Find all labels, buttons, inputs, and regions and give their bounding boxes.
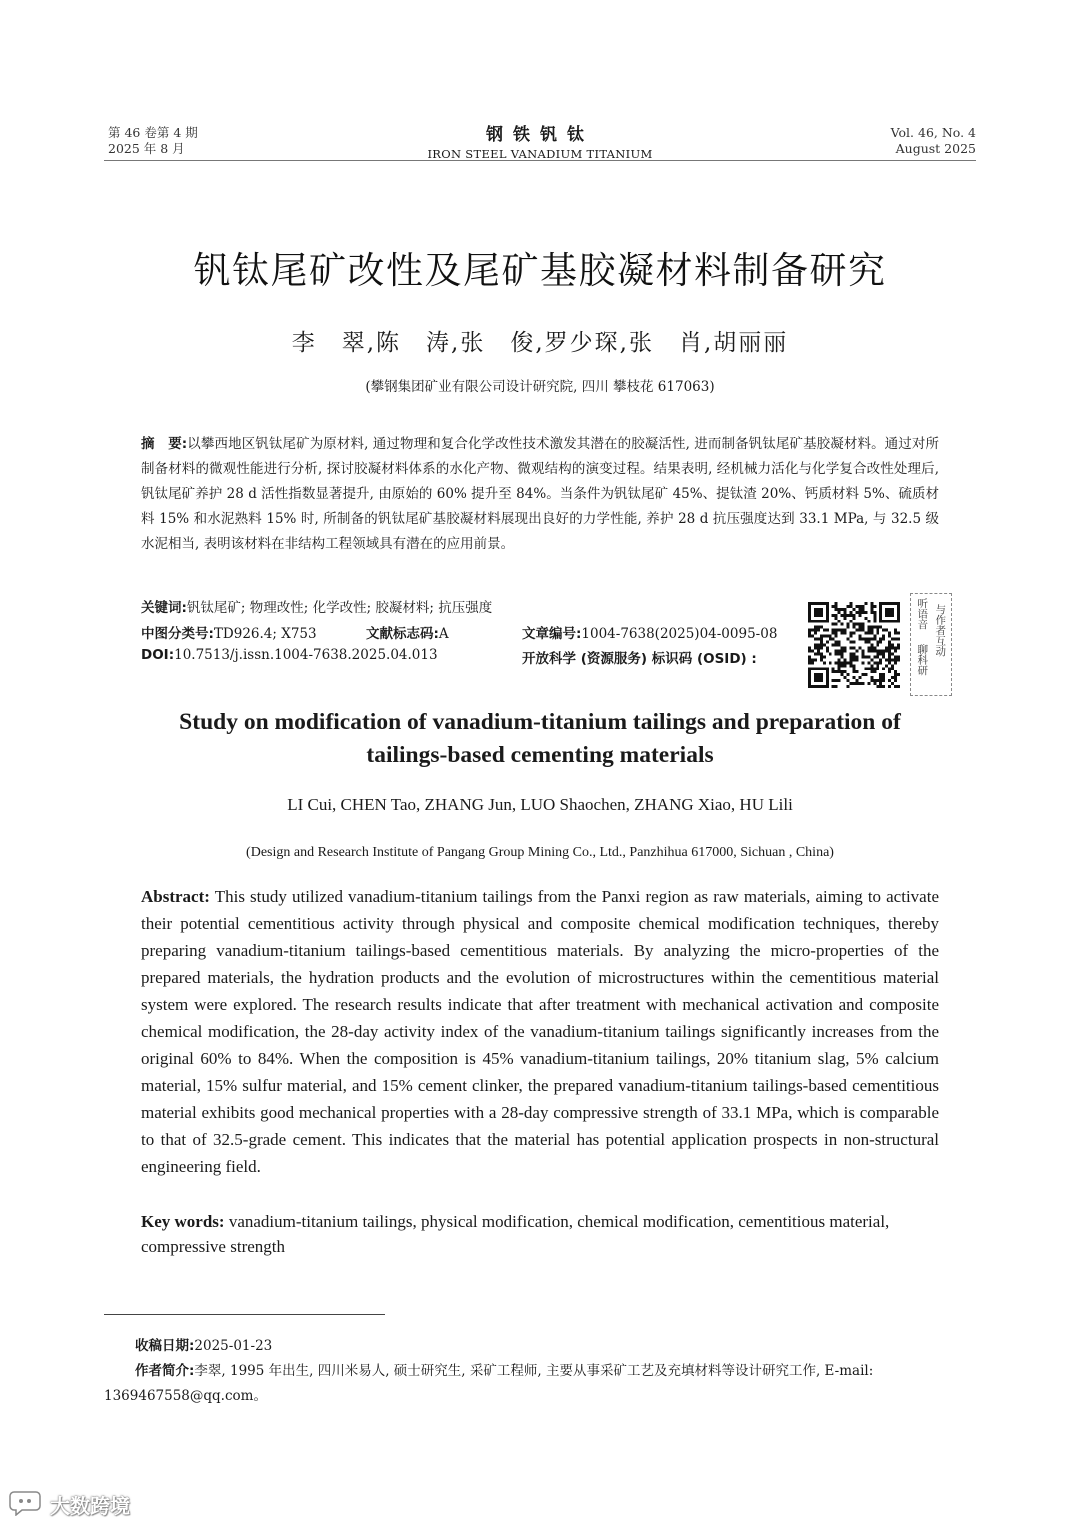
abstract-en-text: This study utilized vanadium-titanium tailings from the Panxi region as raw materials, aiming to activate their potential cementitious activity through physical and composite chemical modification techniques, thereby preparing vanadium-titanium tailings-based cementitious materials. By analyzing the micro-properties of the prepared materials, the hydration products and the evolution of microstructures within the cementitious material system were explored. The research results indicate that after treatment with mechanical activation and composite chemical modification, the 28-day activity index of the vanadium-titanium tailings significantly increases from the original 60% to 84%. When the composition is 45% vanadium-titanium tailings, 20% titanium slag, 5% calcium material, 15% sulfur material, and 15% cement clinker, the prepared vanadium-titanium tailings-based cementitious material exhibits good mechanical properties with a 28-day compressive strength of 33.1 MPa, which is comparable to that of 32.5-grade cement. This indicates that the material has potential application prospects in non-structural engineering field. xyxy=(141,887,939,1176)
journal-name-cn: 钢铁钒钛 xyxy=(486,125,594,145)
keywords-cn xyxy=(141,596,492,616)
header-date-en: August 2025 xyxy=(895,141,976,156)
header-volume-cn: 第 46 卷第 4 期 xyxy=(108,125,198,140)
paper-title-cn: 钒钛尾矿改性及尾矿基胶凝材料制备研究 xyxy=(193,249,887,292)
osid-col-interact xyxy=(933,604,947,657)
doi-label: DOI: xyxy=(141,647,175,663)
author-list-en: LI Cui, CHEN Tao, ZHANG Jun, LUO Shaochen, ZHANG Xiao, HU Lili xyxy=(287,795,793,814)
doi-link[interactable]: 10.7513/j.issn.1004-7638.2025.04.013 xyxy=(174,647,438,663)
header-volume-en: Vol. 46, No. 4 xyxy=(890,125,976,140)
author-list-cn: 李 翠,陈 涛,张 俊,罗少琛,张 肖,胡丽丽 xyxy=(291,330,789,356)
osid-chat-text: 聊科研 xyxy=(916,643,929,675)
osid-label-text: 开放科学 (资源服务) 标识码 (OSID) : xyxy=(522,651,757,667)
osid-col-listen xyxy=(915,598,929,675)
keywords-cn-label: 关键词: xyxy=(141,600,187,616)
watermark-text: 大数跨境 xyxy=(50,1494,130,1518)
osid-listen-text: 听语音 xyxy=(916,598,929,630)
paper-title-en-line2: tailings-based cementing materials xyxy=(366,742,714,768)
clc-value: TD926.4; X753 xyxy=(213,626,317,642)
abstract-cn xyxy=(141,432,939,557)
affiliation-en: (Design and Research Institute of Pangang Group Mining Co., Ltd., Panzhihua 617000, Sichuan , China) xyxy=(246,845,834,860)
received-date xyxy=(135,1334,272,1354)
keywords-cn-text: 钒钛尾矿; 物理改性; 化学改性; 胶凝材料; 抗压强度 xyxy=(186,600,493,616)
article-number-label: 文章编号: xyxy=(522,626,582,642)
header-issue-en xyxy=(891,125,976,157)
clc-number xyxy=(141,622,317,642)
paper-title-en xyxy=(0,706,1080,772)
header-divider xyxy=(104,160,976,161)
footnote-divider xyxy=(104,1314,385,1315)
document-code xyxy=(366,622,449,642)
header-date-cn: 2025 年 8 月 xyxy=(108,141,185,156)
received-label: 收稿日期: xyxy=(135,1338,195,1354)
keywords-en xyxy=(141,1209,939,1259)
article-number xyxy=(522,622,777,642)
keywords-en-text: vanadium-titanium tailings, physical modification, chemical modification, cementitious material, compressive strength xyxy=(141,1212,890,1256)
abstract-en xyxy=(141,883,939,1180)
author-bio-label: 作者简介: xyxy=(135,1363,195,1379)
article-number-value: 1004-7638(2025)04-0095-08 xyxy=(581,626,778,642)
osid-label xyxy=(522,647,757,667)
doc-code-label: 文献标志码: xyxy=(366,626,439,642)
affiliation-cn: (攀钢集团矿业有限公司设计研究院, 四川 攀枝花 617063) xyxy=(365,379,715,395)
abstract-cn-text: 以攀西地区钒钛尾矿为原材料, 通过物理和复合化学改性技术激发其潜在的胶凝活性, 进而制备钒钛尾矿基胶凝材料。通过对所制备材料的微观性能进行分析, 探讨胶凝材料体系的水化产物、微观结构的演变过程。结果表明, 经机械力活化与化学复合改性处理后, 钒钛尾矿养护 28 d 活性指数显著提升, 由原始的 60% 提升至 84%。当条件为钒钛尾矿 45%、提钛渣 20%、钙质材料 5%、硫质材料 15% 和水泥熟料 15% 时, 所制备的钒钛尾矿基胶凝材料展现出良好的力学性能, 养护 28 d 抗压强度达到 33.1 MPa, 与 32.5 级水泥相当, 表明该材料在非结构工程领域具有潜在的应用前景。 xyxy=(141,436,939,552)
doc-code-value: A xyxy=(438,626,449,642)
journal-name-en: IRON STEEL VANADIUM TITANIUM xyxy=(427,147,653,161)
osid-qr-code[interactable] xyxy=(808,601,900,689)
received-value: 2025-01-23 xyxy=(194,1338,273,1354)
watermark xyxy=(8,1488,148,1518)
osid-info-box xyxy=(910,593,952,696)
clc-label: 中图分类号: xyxy=(141,626,214,642)
author-bio xyxy=(104,1359,980,1409)
keywords-en-label: Key words: xyxy=(141,1212,225,1231)
chat-bubble-icon xyxy=(8,1488,48,1516)
abstract-en-label: Abstract: xyxy=(141,887,210,906)
abstract-cn-label: 摘 要: xyxy=(141,436,188,452)
author-bio-text: 李翠, 1995 年出生, 四川米易人, 硕士研究生, 采矿工程师, 主要从事采矿工艺及充填材料等设计研究工作, E-mail: 1369467558@qq.com。 xyxy=(104,1363,874,1404)
osid-interact-text: 与作者互动 xyxy=(934,604,947,657)
paper-title-en-line1: Study on modification of vanadium-titanium tailings and preparation of xyxy=(179,709,901,735)
doi xyxy=(141,647,438,663)
